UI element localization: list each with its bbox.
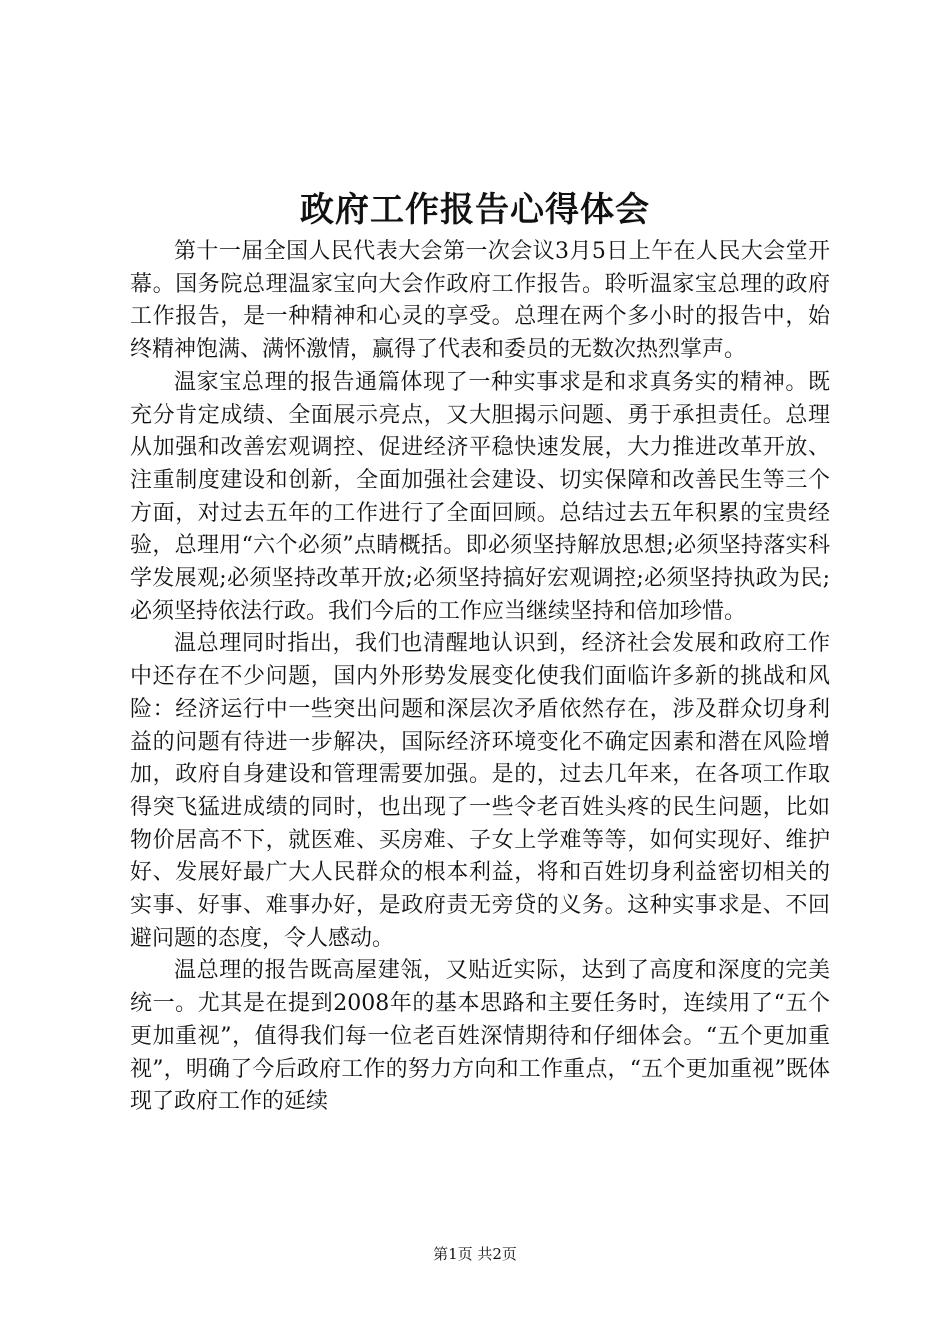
paragraph-4: 温总理的报告既高屋建瓴，又贴近实际，达到了高度和深度的完美统一。尤其是在提到2008年的基本思路和主要任务时，连续用了“五个更加重视”，值得我们每一位老百姓深情期待和仔细体会。“五个更加重视”，明确了今后政府工作的努力方向和工作重点，“五个更加重视”既体现了政府工作的延续: [130, 958, 830, 1115]
document-title: 政府工作报告心得体会: [300, 190, 650, 230]
page-footer: 第1页 共2页: [433, 1245, 517, 1263]
document-body: [130, 236, 830, 1119]
paragraph-2: 温家宝总理的报告通篇体现了一种实事求是和求真务实的精神。既充分肯定成绩、全面展示亮点，又大胆揭示问题、勇于承担责任。总理从加强和改善宏观调控、促进经济平稳快速发展，大力推进改革开放、注重制度建设和创新，全面加强社会建设、切实保障和改善民生等三个方面，对过去五年的工作进行了全面回顾。总结过去五年积累的宝贵经验，总理用“六个必须”点睛概括。即必须坚持解放思想;必须坚持落实科学发展观;必须坚持改革开放;必须坚持搞好宏观调控;必须坚持执政为民;必须坚持依法行政。我们今后的工作应当继续坚持和倍加珍惜。: [130, 369, 830, 624]
paragraph-1: 第十一届全国人民代表大会第一次会议3月5日上午在人民大会堂开幕。国务院总理温家宝向大会作政府工作报告。聆听温家宝总理的政府工作报告，是一种精神和心灵的享受。总理在两个多小时的报告中，始终精神饱满、满怀激情，赢得了代表和委员的无数次热烈掌声。: [130, 239, 830, 363]
paragraph-3: 温总理同时指出，我们也清醒地认识到，经济社会发展和政府工作中还存在不少问题，国内外形势发展变化使我们面临许多新的挑战和风险：经济运行中一些突出问题和深层次矛盾依然存在，涉及群众切身利益的问题有待进一步解决，国际经济环境变化不确定因素和潜在风险增加，政府自身建设和管理需要加强。是的，过去几年来，在各项工作取得突飞猛进成绩的同时，也出现了一些令老百姓头疼的民生问题，比如物价居高不下，就医难、买房难、子女上学难等等，如何实现好、维护好、发展好最广大人民群众的根本利益，将和百姓切身利益密切相关的实事、好事、难事办好，是政府责无旁贷的义务。这种实事求是、不回避问题的态度，令人感动。: [130, 631, 830, 951]
